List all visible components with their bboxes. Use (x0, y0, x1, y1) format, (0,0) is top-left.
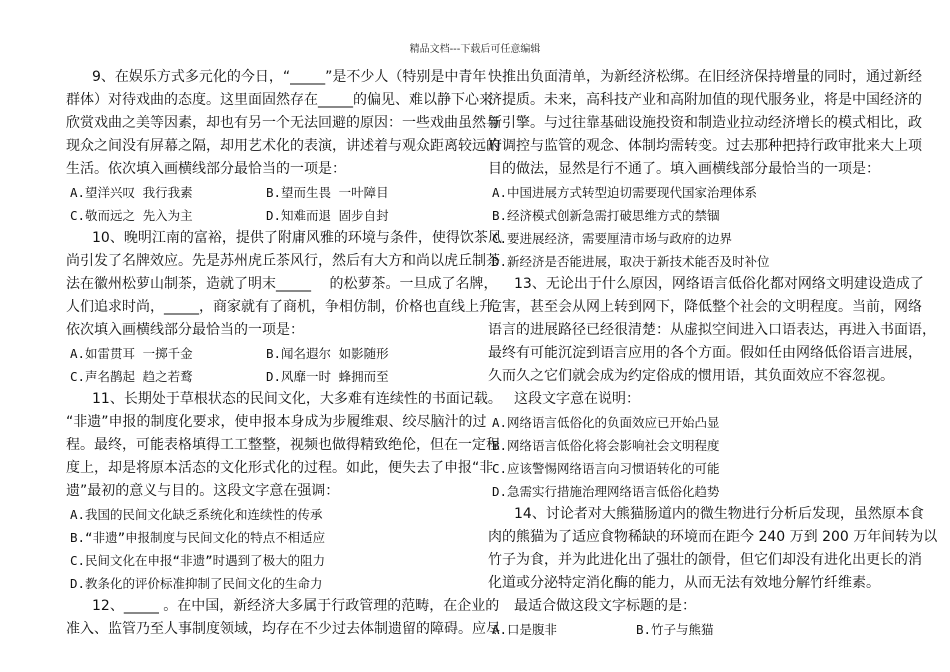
question-text-line: 新引擎。与过往靠基础设施投资和制造业拉动经济增长的模式相比，政 (488, 115, 922, 131)
options-row (66, 365, 458, 388)
option-d: D.风靡一时 蜂拥而至 (266, 369, 389, 384)
question-prompt: 这段文字意在说明： (514, 391, 640, 407)
options-row (66, 204, 458, 227)
question-text-line: 生活。依次填入画横线部分最恰当的一项是： (66, 161, 346, 177)
question-10 (66, 227, 507, 388)
option-b: B.网络语言低俗化将会影响社会文明程度 (492, 438, 720, 453)
option-a: A.口是腹非 (492, 622, 558, 637)
left-column (66, 66, 507, 641)
option-d: D.新经济是否能进展，取决于新技术能否及时补位 (492, 254, 770, 269)
option-c: C.民间文化在申报“非遗”时遇到了极大的阻力 (70, 553, 326, 568)
question-prompt: 最适合做这段文字标题的是： (514, 598, 696, 614)
options-row (66, 181, 458, 204)
option-b: B.竹子与熊猫 (636, 622, 714, 637)
option-c: C.要进展经济，需要厘清市场与政府的边界 (492, 231, 733, 246)
question-text-line: 11、长期处于草根状态的民间文化，大多难有连续性的书面记载。 (92, 391, 502, 407)
question-text-line: 最终有可能沉淀到语言应用的各个方面。假如任由网络低俗语言进展， (488, 345, 922, 361)
option-a: A.如雷贯耳 一掷千金 (70, 346, 193, 361)
right-column (488, 66, 938, 641)
option-d: D.教条化的评价标准抑制了民间文化的生命力 (70, 576, 323, 591)
option-b: B.闻名遐尔 如影随形 (266, 346, 389, 361)
question-text-line: 肉的熊猫为了适应食物稀缺的环境而在距今 240 万到 200 万年间转为以 (488, 529, 938, 545)
options-row (66, 342, 458, 365)
question-text-line: 12、_____ 。在中国，新经济大多属于行政管理的范畴，在企业的 (92, 598, 500, 614)
question-text-line: 遗”最初的意义与目的。这段文字意在强调： (66, 483, 340, 499)
question-text-line: 竹子为食，并为此进化出了强壮的颌骨，但它们却没有进化出更长的消 (488, 552, 922, 568)
question-text-line: 现众之间没有屏幕之隔，却用艺术化的表演，讲述着与观众距离较远的 (66, 138, 500, 154)
option-d: D.急需实行措施治理网络语言低俗化趋势 (492, 484, 720, 499)
question-text-line: 9、在娱乐方式多元化的今日，“_____”是不少人（特别是中青年 (92, 69, 487, 85)
option-a: A.网络语言低俗化的负面效应已开始凸显 (492, 415, 720, 430)
question-text-line: 准入、监管乃至人事制度领域，均存在不少过去体制遗留的障碍。应尽 (66, 621, 500, 637)
question-text-line: 10、晚明江南的富裕，提供了附庸风雅的环境与条件，使得饮茶风 (92, 230, 502, 246)
question-text-line: 快推出负面清单，为新经济松绑。在旧经济保持增量的同时，通过新经 (488, 69, 922, 85)
page-header: 精品文档---下载后可任意编辑 (409, 44, 541, 55)
option-a: A.望洋兴叹 我行我素 (70, 185, 193, 200)
question-text-line: 危害，甚至会从网上转到网下，降低整个社会的文明程度。当前，网络 (488, 299, 922, 315)
question-text-line: 人们追求时尚，_____，商家就有了商机，争相仿制，价格也直线上升。 (66, 299, 507, 315)
question-11 (66, 388, 502, 595)
question-text-line: 法在徽州松萝山制茶，造就了明末_____ 的松萝茶。一旦成了名牌， (66, 276, 498, 292)
question-9 (66, 66, 500, 227)
option-b: B.望而生畏 一叶障目 (266, 185, 389, 200)
question-text-line: 语言的进展路径已经很清楚：从虚拟空间进入口语表达，再进入书面语， (488, 322, 936, 338)
option-b: B.“非遗”申报制度与民间文化的特点不相适应 (70, 530, 326, 545)
question-text-line: 14、讨论者对大熊猫肠道内的微生物进行分析后发现，虽然原本食 (514, 506, 924, 522)
question-text-line: 化道或分泌特定消化酶的能力，从而无法有效地分解竹纤维素。 (488, 575, 880, 591)
question-text-line: 尚引发了名牌效应。先是苏州虎丘茶风行，然后有大方和尚以虎丘制茶 (66, 253, 500, 269)
option-c: C.应该警惕网络语言向习惯语转化的可能 (492, 461, 720, 476)
option-a: A.中国进展方式转型迫切需要现代国家治理体系 (492, 185, 758, 200)
option-d: D.知难而退 固步自封 (266, 208, 389, 223)
question-12-continued (488, 66, 922, 273)
question-14 (488, 503, 938, 641)
option-b: B.经济模式创新急需打破思维方式的禁锢 (492, 208, 720, 223)
question-text-line: 程。最终，可能表格填得工工整整，视频也做得精致绝伦，但在一定程 (66, 437, 500, 453)
question-text-line: 济提质。未来，高科技产业和高附加值的现代服务业，将是中国经济的 (488, 92, 922, 108)
question-text-line: 目的做法，显然是行不通了。填入画横线部分最恰当的一项是： (488, 161, 880, 177)
question-text-line: 13、无论出于什么原因，网络语言低俗化都对网络文明建设造成了 (514, 276, 924, 292)
question-13 (488, 273, 936, 503)
question-text-line: “非遗”申报的制度化要求，使申报本身成为步履维艰、绞尽脑汁的过 (66, 414, 487, 430)
question-text-line: 府调控与监管的观念、体制均需转变。过去那种把持行政审批来大上项 (488, 138, 922, 154)
options-row (488, 618, 880, 641)
option-a: A.我国的民间文化缺乏系统化和连续性的传承 (70, 507, 323, 522)
option-c: C.声名鹊起 趋之若鹜 (70, 369, 193, 384)
question-text-line: 久而久之它们就会成为约定俗成的惯用语，其负面效应不容忽视。 (488, 368, 894, 384)
question-text-line: 依次填入画横线部分最恰当的一项是： (66, 322, 304, 338)
option-c: C.敬而远之 先入为主 (70, 208, 193, 223)
question-text-line: 欣赏戏曲之美等因素，却也有另一个无法回避的原因：一些戏曲虽然与 (66, 115, 500, 131)
question-12 (66, 595, 500, 641)
question-text-line: 度上，却是将原本活态的文化形式化的过程。如此，便失去了申报“非 (66, 460, 494, 476)
question-text-line: 群体）对待戏曲的态度。这里面固然存在_____的偏见、难以静下心来 (66, 92, 493, 108)
